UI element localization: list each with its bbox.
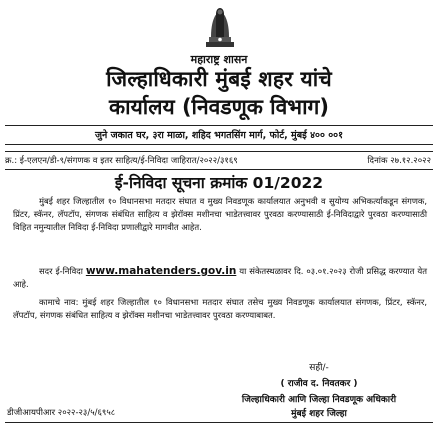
divider [5, 169, 433, 170]
reference-number: क्र.: ई-एलएन/डी-९/संगणक व इतर साहित्य/ई-निविदा जाहिरात/२०२२/३१६९ [5, 156, 238, 166]
paragraph-text: या संकेतस्थळावर दि. ०३.०१.२०२३ रोजी प्रसिद्ध करण्यात येत आहे. [13, 266, 427, 290]
divider [5, 151, 433, 152]
signatory-designation: जिल्हाधिकारी आणि जिल्हा निवडणूक अधिकारी [241, 395, 397, 405]
reference-row [5, 155, 433, 168]
tender-notice [5, 4, 433, 428]
notice-paragraph: मुंबई शहर जिल्हातील १० विधानसभा मतदार संघात व मुख्य निवडणूक कार्यालयात अनुभवी व सुयोग्य अभिकर्त्यांकडून संगणक, प्रिंटर, स्कॅनर, लॅपटॉप, संगणक संबंधित साहित्य व झेरॉक्स मशीनचा भाडेतत्त्वावर पुरवठा करण्यासाठी ई-निविदाद्वारे पुरवठा करण्यासाठी विहित नमुन्यातील निविदा ई-निविदा प्रणालीद्वारे मागवीत आहेत. [13, 196, 427, 233]
government-name: महाराष्ट्र शासन [190, 53, 248, 66]
divider [5, 422, 433, 423]
divider [5, 144, 433, 145]
notice-title: ई-निविदा सूचना क्रमांक 01/2022 [114, 174, 324, 192]
office-title-line1: जिल्हाधिकारी मुंबई शहर यांचे [106, 67, 332, 91]
paragraph-text: सदर ई-निविदा [39, 266, 86, 276]
notice-paragraph: कामाचे नाव: मुंबई शहर जिल्हातील १० विधानसभा मतदार संघात तसेच मुख्य निवडणूक कार्यालयात संगणक, प्रिंटर, स्कॅनर, लॅपटॉप, संगणक संबंधित साहित्य व झेरॉक्स मशीनचा भाडेतत्त्वावर पुरवठा करण्याबाबत. [13, 297, 427, 321]
divider [5, 125, 433, 126]
signatory-district: मुंबई शहर जिल्हा [291, 409, 347, 419]
tender-website-link[interactable]: www.mahatenders.gov.in [85, 265, 237, 277]
notice-paragraph [13, 265, 427, 291]
signature-mark: सही/- [309, 363, 329, 373]
office-address: जुने जकात घर, ३रा माळा, शहिद भगतसिंग मार्ग, फोर्ट, मुंबई ४०० ००१ [94, 130, 344, 141]
national-emblem-icon [203, 6, 237, 50]
dgipr-number: डीजीआयपीआर २०२२-२३/५/६९५८ [7, 408, 116, 418]
reference-date: दिनांक २७.१२.२०२२ [367, 156, 431, 166]
office-title-line2: कार्यालय (निवडणूक विभाग) [109, 95, 329, 119]
signatory-name: ( राजीव द. निवतकर ) [280, 379, 358, 389]
